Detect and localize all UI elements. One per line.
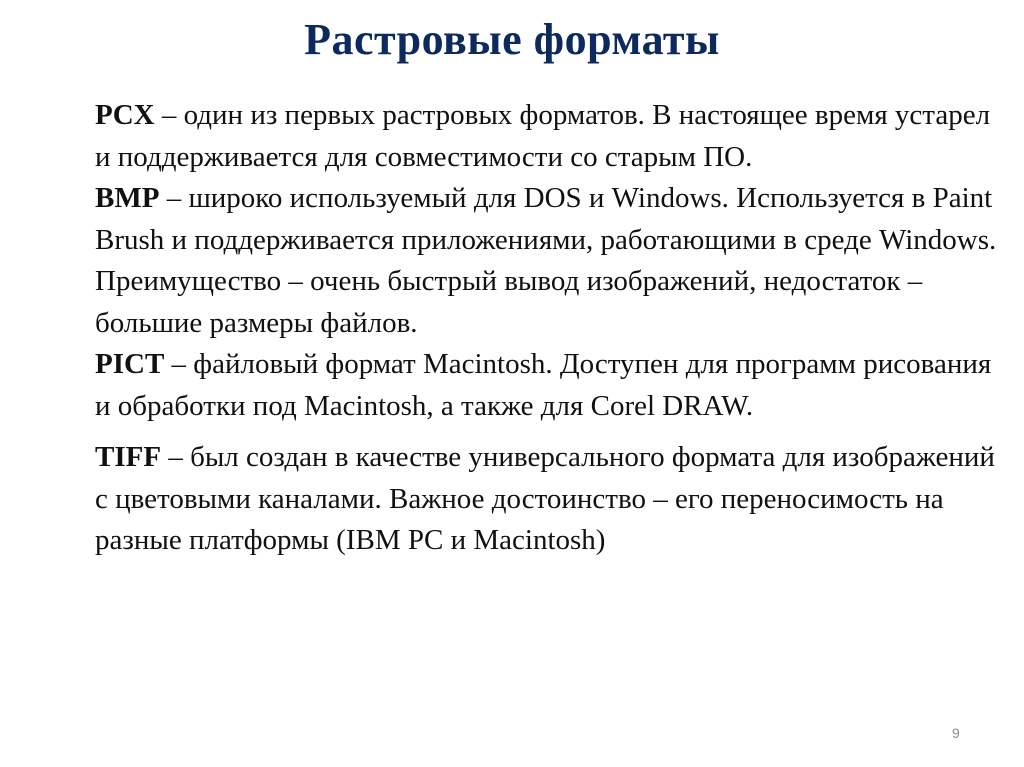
paragraph-tiff	[95, 437, 1005, 562]
slide-title: Растровые форматы	[304, 15, 720, 64]
page-number: 9	[952, 725, 960, 741]
paragraph-pict	[95, 344, 1005, 427]
term-pcx: PCX	[95, 99, 155, 131]
term-tiff: TIFF	[95, 441, 162, 473]
term-bmp: BMP	[95, 182, 160, 214]
description-bmp: – широко используемый для DOS и Windows. Используется в Paint Brush и поддерживается приложениями, работающими в среде Windows. Преимущество – очень быстрый вывод изображений, недостаток – большие размеры файлов.	[95, 182, 997, 339]
description-tiff: – был создан в качестве универсального формата для изображений с цветовыми каналами. Важное достоинство – его переносимость на разные платформы (IBM PC и Macintosh)	[95, 441, 995, 556]
description-pict: – файловый формат Macintosh. Доступен для программ рисования и обработки под Macintosh, а также для Corel DRAW.	[95, 348, 992, 422]
term-pict: PICT	[95, 348, 165, 380]
slide-body	[95, 95, 1005, 562]
paragraph-pcx	[95, 95, 1005, 178]
paragraph-bmp	[95, 178, 1005, 344]
description-pcx: – один из первых растровых форматов. В настоящее время устарел и поддерживается для совместимости со старым ПО.	[95, 99, 991, 173]
